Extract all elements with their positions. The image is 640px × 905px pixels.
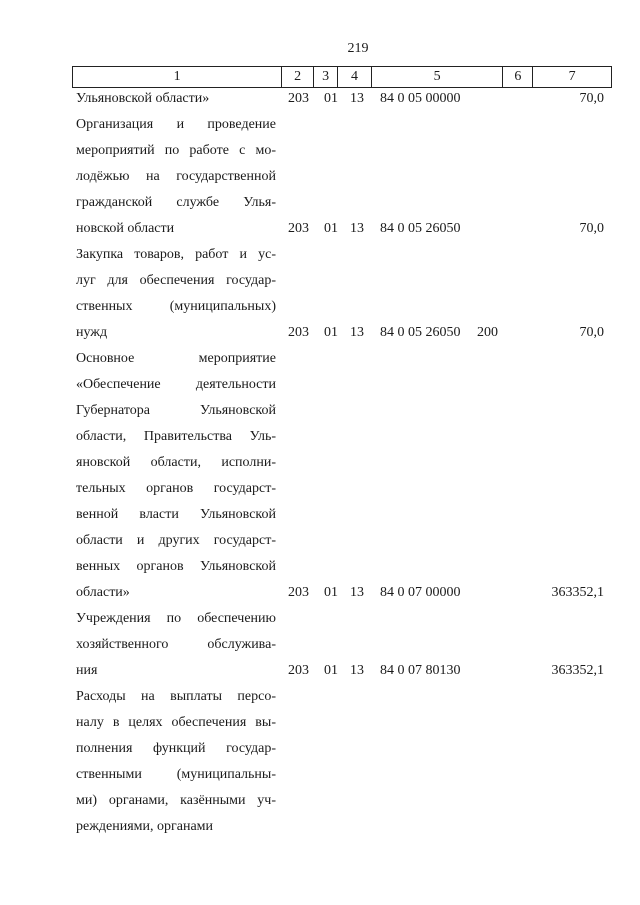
admin-code: 203 [288,91,309,106]
description-line: ми) органами, казёнными уч- [76,793,276,808]
row-description [76,684,276,840]
header-col-7: 7 [568,69,576,84]
row-description [76,346,276,606]
description-line: Учреждения по обеспечению [76,611,276,626]
row-description [76,86,276,112]
section-code: 01 [324,325,338,340]
amount-value: 70,0 [579,91,604,106]
section-code: 01 [324,663,338,678]
description-line: тельных органов государст- [76,481,276,496]
row-description [76,606,276,684]
description-line: хозяйственного обслужива- [76,637,276,652]
amount-value: 363352,1 [551,663,604,678]
target-article-code: 84 0 05 26050 [380,221,461,236]
admin-code: 203 [288,663,309,678]
row-description [76,242,276,346]
header-col-3: 3 [314,67,338,87]
header-col-2: 2 [282,67,314,87]
description-line: луг для обеспечения государ- [76,273,276,288]
description-line: мероприятий по работе с мо- [76,143,276,158]
amount-value: 70,0 [579,325,604,340]
description-line: полнения функций государ- [76,741,276,756]
admin-code: 203 [288,221,309,236]
subsection-code: 13 [350,325,364,340]
description-line: Организация и проведение [76,117,276,132]
description-line: венной власти Ульяновской [76,507,276,522]
table-header [72,66,612,88]
subsection-code: 13 [350,663,364,678]
subsection-code: 13 [350,221,364,236]
description-line: лодёжью на государственной [76,169,276,184]
description-line: венных органов Ульяновской [76,559,276,574]
admin-code: 203 [288,585,309,600]
description-line: налу в целях обеспечения вы- [76,715,276,730]
description-line: яновской области, исполни- [76,455,276,470]
description-line: области» [76,585,130,600]
subsection-code: 13 [350,585,364,600]
description-line: Закупка товаров, работ и ус- [76,247,276,262]
description-line: ния [76,663,98,678]
description-line: гражданской службе Улья- [76,195,276,210]
subsection-code: 13 [350,91,364,106]
header-col-5: 5 [372,67,504,87]
target-article-code: 84 0 07 00000 [380,585,461,600]
section-code: 01 [324,91,338,106]
section-code: 01 [324,221,338,236]
description-line: нужд [76,325,108,340]
description-line: Губернатора Ульяновской [76,403,276,418]
expense-type-code: 200 [477,325,498,340]
header-col-1: 1 [73,67,282,87]
description-line: ственных (муниципальных) [76,299,276,314]
header-col-4: 4 [338,67,372,87]
row-description [76,112,276,242]
target-article-code: 84 0 05 26050 [380,325,461,340]
admin-code: 203 [288,325,309,340]
target-article-code: 84 0 05 00000 [380,91,461,106]
target-article-code: 84 0 07 80130 [380,663,461,678]
description-line: «Обеспечение деятельности [76,377,276,392]
description-line: области и других государст- [76,533,276,548]
description-line: Основное мероприятие [76,351,276,366]
page-number: 219 [347,41,369,56]
header-col-6: 6 [503,67,533,87]
description-line: области, Правительства Уль- [76,429,276,444]
description-line: Расходы на выплаты персо- [76,689,276,704]
section-code: 01 [324,585,338,600]
amount-value: 70,0 [579,221,604,236]
description-line: ственными (муниципальны- [76,767,276,782]
description-line: новской области [76,221,175,236]
description-line: реждениями, органами [76,819,214,834]
amount-value: 363352,1 [551,585,604,600]
description-line: Ульяновской области» [76,91,210,106]
